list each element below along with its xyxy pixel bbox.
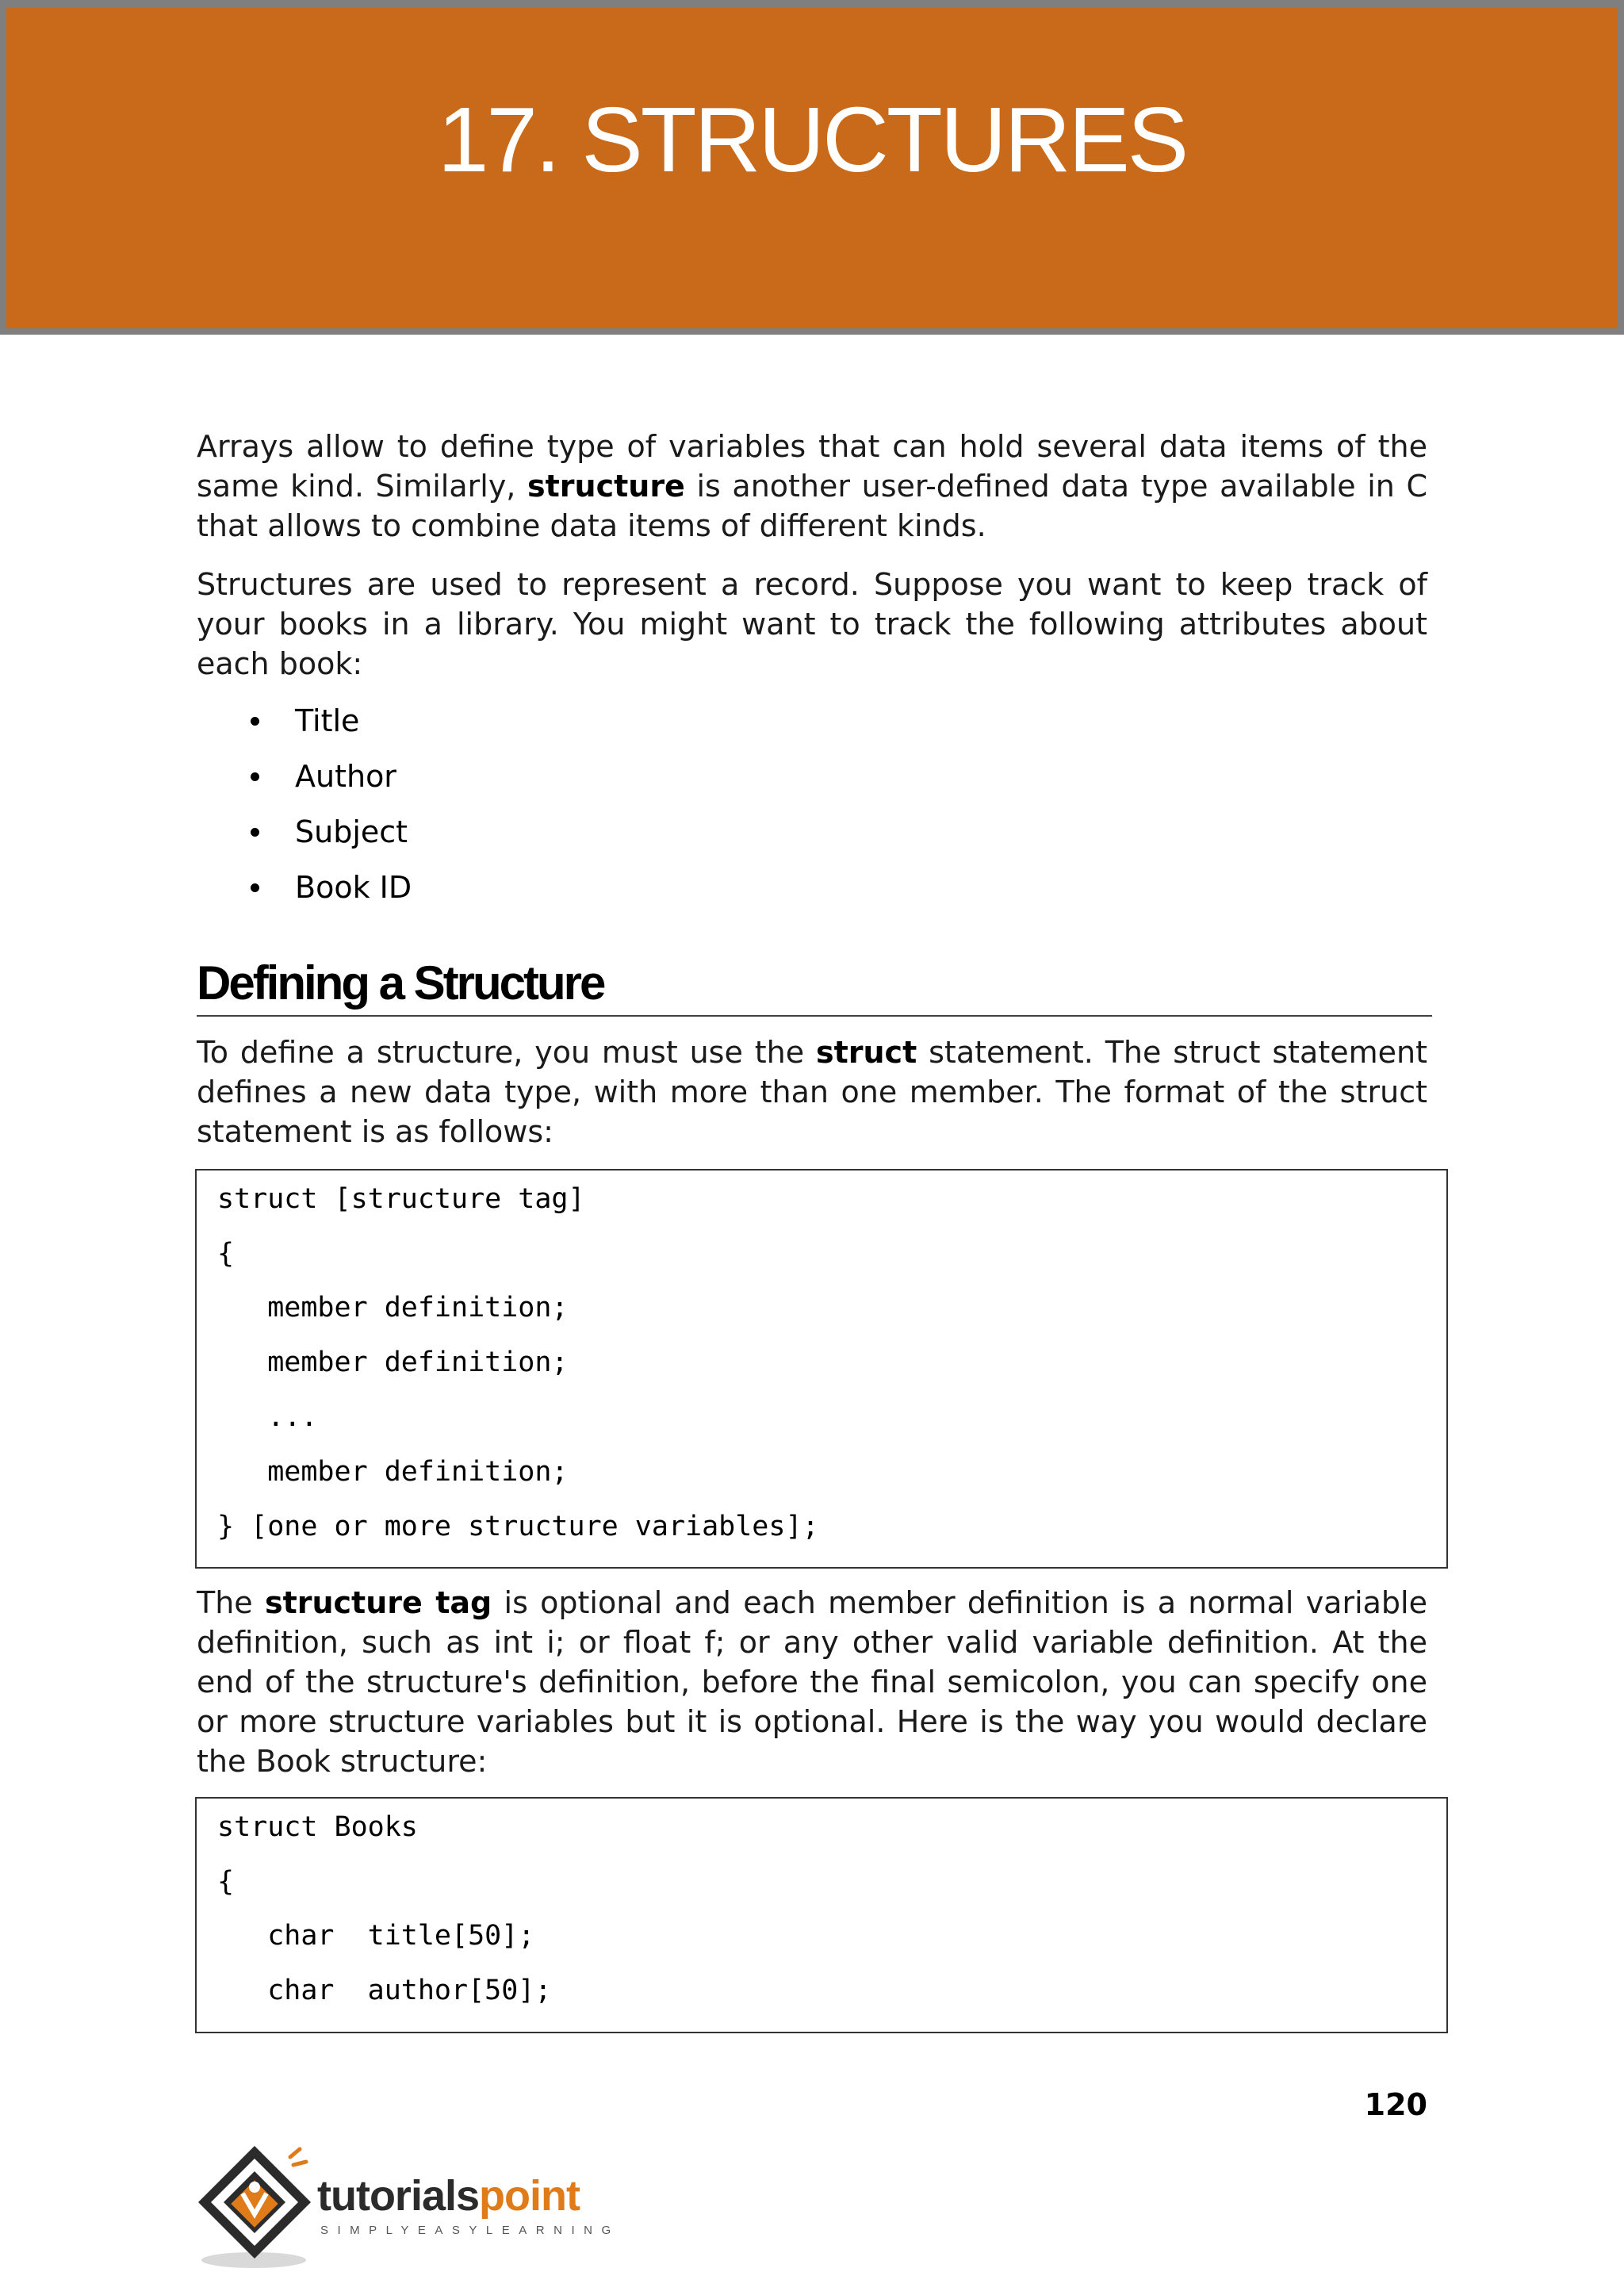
code-line: struct Books bbox=[217, 1811, 418, 1843]
bold-term: structure tag bbox=[264, 1585, 492, 1620]
code-line: member definition; bbox=[217, 1347, 569, 1378]
list-item: Title bbox=[197, 693, 412, 749]
code-line: ... bbox=[217, 1401, 318, 1433]
logo-tagline: SIMPLYEASYLEARNING bbox=[320, 2224, 620, 2237]
intro-paragraph-1: Arrays allow to define type of variables that can hold several data items of the same kind. Similarly, structure is another user-defined data type available in C that allows to combine data items of different kinds. bbox=[197, 429, 1428, 543]
code-block-format bbox=[195, 1169, 1448, 1569]
bullet-icon bbox=[251, 772, 259, 781]
page-number: 120 bbox=[1364, 2087, 1427, 2122]
section-paragraph-2: The structure tag is optional and each member definition is a normal variable definition, such as int i; or float f; or any other valid variable definition. At the end of the structure's definition, before the final semicolon, you can specify one or more structure variables but it is optional. Here is the way you would declare the Book structure: bbox=[197, 1585, 1427, 1779]
code-line: member definition; bbox=[217, 1456, 569, 1488]
bold-term: struct bbox=[815, 1035, 917, 1070]
tutorialspoint-logo bbox=[195, 2141, 639, 2273]
code-line: { bbox=[217, 1238, 235, 1270]
bold-term: structure bbox=[527, 469, 685, 504]
chapter-banner bbox=[0, 0, 1624, 335]
bullet-icon bbox=[251, 883, 259, 892]
bullet-icon bbox=[251, 717, 259, 726]
logo-wordmark: tutorialspoint bbox=[317, 2172, 580, 2220]
section-paragraph-1: To define a structure, you must use the struct statement. The struct statement defines a new data type, with more than one member. The format of the struct statement is as follows: bbox=[197, 1035, 1427, 1149]
intro-paragraph-2: Structures are used to represent a record. Suppose you want to keep track of your books in a library. You might want to track the following attributes about each book: bbox=[197, 567, 1427, 681]
list-item: Author bbox=[197, 749, 412, 804]
attribute-list bbox=[197, 693, 412, 915]
section-heading: Defining a Structure bbox=[197, 953, 1432, 1017]
code-line: char title[50]; bbox=[217, 1920, 535, 1952]
chapter-title: 17. STRUCTURES bbox=[437, 88, 1187, 191]
code-line: member definition; bbox=[217, 1292, 569, 1324]
code-line: } [one or more structure variables]; bbox=[217, 1511, 819, 1542]
logo-diamond-icon bbox=[195, 2141, 314, 2273]
code-line: char author[50]; bbox=[217, 1975, 552, 2006]
bullet-icon bbox=[251, 828, 259, 837]
list-item: Book ID bbox=[197, 860, 412, 915]
code-line: { bbox=[217, 1866, 235, 1898]
code-line: struct [structure tag] bbox=[217, 1183, 585, 1215]
code-block-books bbox=[195, 1797, 1448, 2033]
list-item: Subject bbox=[197, 804, 412, 860]
